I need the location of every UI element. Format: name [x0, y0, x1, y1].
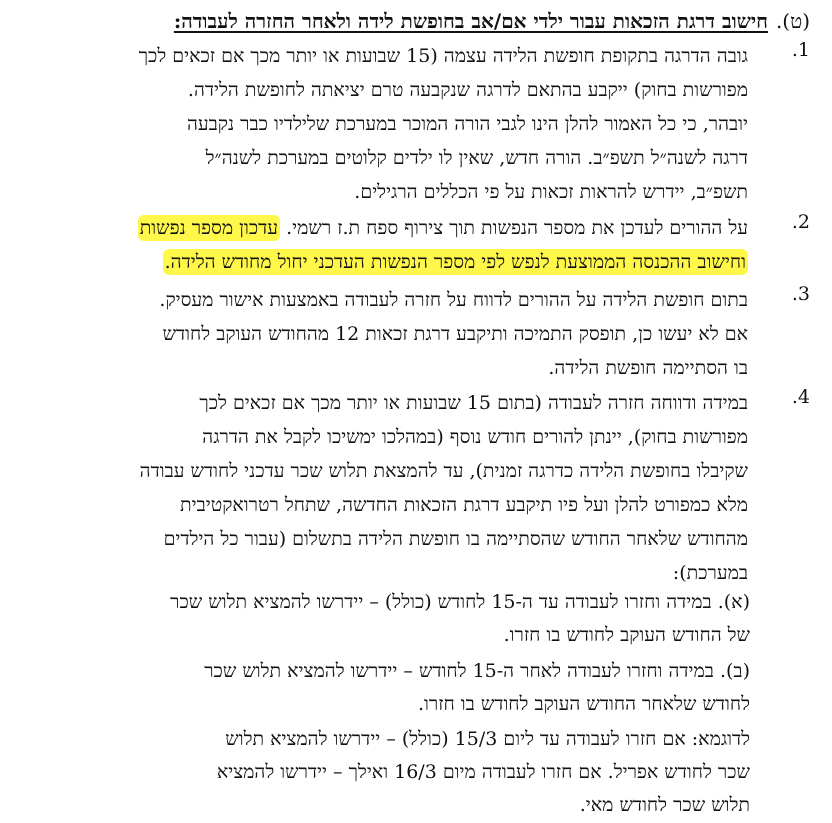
- text-line: של החודש העוקב לחודש בו חזרו.: [503, 624, 750, 646]
- subitem-b: [18, 655, 750, 721]
- plain-text: על ההורים לעדכן את מספר הנפשות תוך צירוף ספח ת.ז רשמי.: [286, 217, 748, 239]
- item-text: [22, 386, 748, 590]
- item-number: 1.: [791, 39, 810, 61]
- item-text: [22, 283, 748, 385]
- text-line: גובה הדרגה בתקופת חופשת הלידה עצמה (15 שבועות או יותר מכך אם זכאים לכך: [138, 45, 748, 67]
- text-line: מפורשות בחוק) ייקבע בהתאם לדרגה שנקבעה טרם יציאתה לחופשת הלידה.: [187, 79, 748, 101]
- highlighted-text: עדכון מספר נפשות: [139, 217, 279, 239]
- text-line: במידה ודווחה חזרה לעבודה (בתום 15 שבועות או יותר מכך אם זכאים לכך: [199, 392, 748, 414]
- text-line: שכר לחודש אפריל. אם חזרו לעבודה מיום 16/3 ואילך – יידרשו להמציא: [216, 761, 750, 783]
- highlighted-text: וחישוב ההכנסה הממוצעת לנפש לפי מספר הנפשות העדכני יחול מחודש הלידה.: [164, 251, 746, 273]
- text-line: [22, 245, 748, 279]
- item-number: 3.: [791, 283, 810, 305]
- section-heading: [20, 7, 810, 35]
- text-line: תלוש שכר לחודש מאי.: [579, 794, 750, 816]
- text-line: לחודש שלאחר החודש העוקב לחודש בו חזרו.: [417, 693, 750, 715]
- item-text: [22, 39, 748, 209]
- text-line: במערכת):: [672, 562, 748, 584]
- text-line: מהחודש שלאחר החודש שהסתיימה בו חופשת הלידה בתשלום (עבור כל הילדים: [163, 528, 748, 550]
- section-marker: (ט).: [775, 9, 810, 33]
- text-line: יובהר, כי כל האמור להלן הינו לגבי הורה המוכר במערכת שלילדיו כבר נקבעה: [186, 113, 748, 135]
- item-number: 2.: [791, 211, 810, 233]
- text-line: [22, 211, 748, 245]
- example-paragraph: [18, 723, 750, 822]
- text-line: מלא כמפורט להלן ועל פיו תיקבע דרגת הזכאות החדשה, שתחל רטרואקטיבית: [180, 494, 748, 516]
- text-line: תשפ״ב, יידרש להראות זכאות על פי הכללים הרגילים.: [354, 181, 748, 203]
- text-line: שקיבלו בחופשת הלידה כדרגה זמנית), עד להמצאת תלוש שכר עדכני לחודש עבודה: [139, 460, 748, 482]
- text-line: (ב). במידה וחזרו לעבודה לאחר ה-15 לחודש – יידרשו להמציא תלוש שכר: [204, 660, 750, 682]
- section-title: חישוב דרגת הזכאות עבור ילדי אם/אב בחופשת לידה ולאחר החזרה לעבודה:: [173, 9, 768, 33]
- text-line: אם לא יעשו כן, תופסק התמיכה ותיקבע דרגת זכאות 12 מהחודש העוקב לחודש: [162, 323, 748, 345]
- item-text: [22, 211, 748, 279]
- text-line: מפורשות בחוק), יינתן להורים חודש נוסף (במהלכו ימשיכו לקבל את הדרגה: [202, 426, 748, 448]
- item-number: 4.: [791, 386, 810, 408]
- text-line: לדוגמא: אם חזרו לעבודה עד ליום 15/3 (כולל) – יידרשו להמציא תלוש: [225, 728, 750, 750]
- text-line: דרגה לשנה״ל תשפ״ב. הורה חדש, שאין לו ילדים קלוטים במערכת לשנה״ל: [205, 147, 748, 169]
- text-line: (א). במידה וחזרו לעבודה עד ה-15 לחודש (כולל) – יידרשו להמציא תלוש שכר: [170, 591, 750, 613]
- subitem-a: [18, 586, 750, 652]
- text-line: בתום חופשת הלידה על ההורים לדווח על חזרה לעבודה באמצעות אישור מעסיק.: [159, 289, 748, 311]
- text-line: בו הסתיימה חופשת הלידה.: [548, 357, 748, 379]
